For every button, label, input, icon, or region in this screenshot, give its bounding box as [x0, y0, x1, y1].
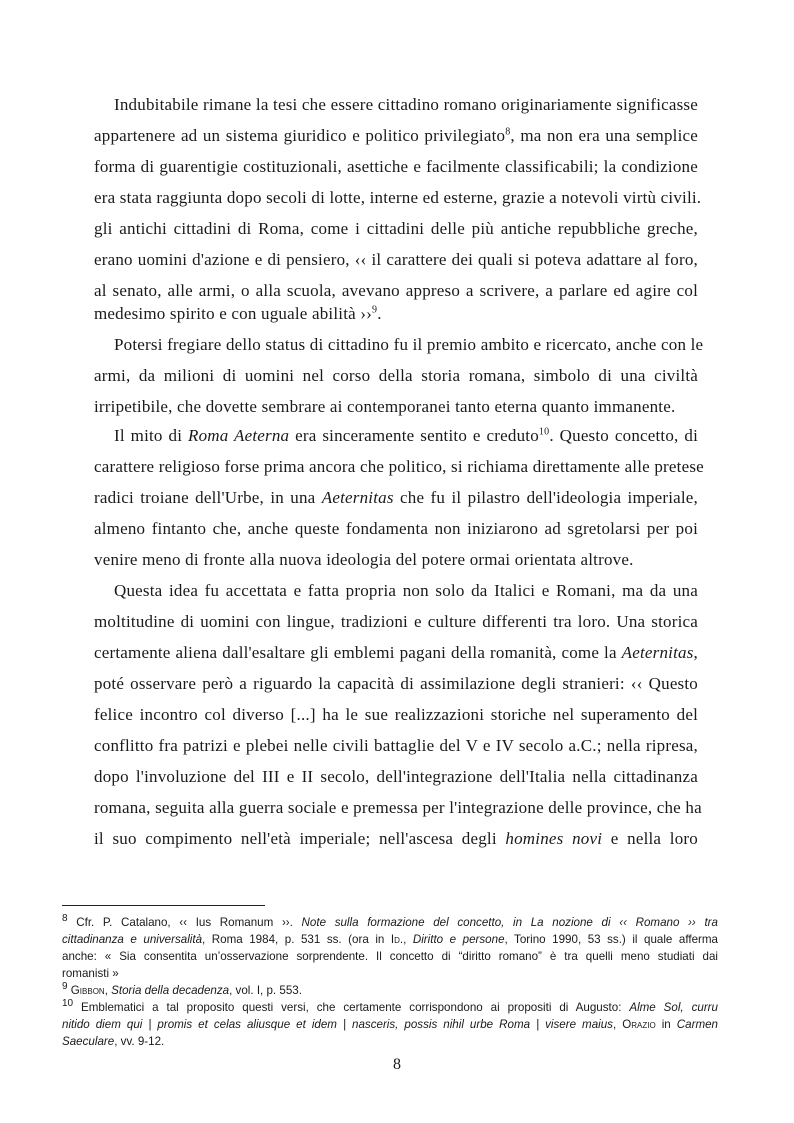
- italic-text: Saeculare: [62, 1035, 115, 1048]
- footnote-ref[interactable]: 8: [505, 126, 511, 138]
- text: ,: [104, 984, 112, 997]
- body-line: [94, 126, 698, 146]
- body-line: [94, 366, 698, 386]
- text: era stata raggiunta dopo secoli di lotte, interne ed esterne, grazie a notevoli virtù civili.: [94, 188, 702, 207]
- text: appartenere ad un sistema giuridico e politico privilegiato: [94, 126, 506, 145]
- body-line: [94, 519, 698, 539]
- italic-text: cittadinanza e universalità: [62, 933, 203, 946]
- italic-text: Aeternitas: [621, 643, 694, 662]
- page-number: 8: [393, 1056, 401, 1073]
- body-line: [94, 250, 698, 270]
- footnote-number: 9: [62, 981, 68, 993]
- text: armi, da milioni di uomini nel corso della storia romana, simbolo di una civiltà: [94, 366, 698, 385]
- text: , Roma 1984, p. 531 ss. (ora in: [202, 933, 391, 946]
- text: , Torino 1990, 53 ss.) il quale afferma: [504, 933, 718, 946]
- small-caps-text: Id: [390, 933, 400, 946]
- italic-text: Roma Aeterna: [188, 426, 290, 445]
- text: Emblematici a tal proposito questi versi, che certamente corrispondono ai propositi di Augusto:: [73, 1001, 630, 1014]
- text: che fu il pilastro dell'ideologia imperiale,: [393, 488, 698, 507]
- text: .: [377, 304, 382, 323]
- italic-text: Note sulla formazione del concetto, in La nozione di ‹‹ Romano ›› tra: [301, 916, 718, 929]
- italic-text: Alme Sol, curru: [629, 1001, 718, 1014]
- footnote-line: [62, 950, 718, 963]
- footnote-10: [62, 998, 718, 1014]
- text: medesimo spirito e con uguale abilità ››: [94, 304, 373, 323]
- text: . Questo concetto, di: [549, 426, 698, 445]
- footnote-number: 8: [62, 913, 68, 925]
- italic-text: Carmen: [676, 1018, 719, 1031]
- body-line: [94, 219, 698, 239]
- italic-text: Storia della decadenza: [111, 984, 230, 997]
- text: irripetibile, che dovette sembrare ai contemporanei tanto eterna quanto immanente.: [94, 397, 676, 416]
- text: almeno fintanto che, anche queste fondamenta non iniziarono ad sgretolarsi per poi: [94, 519, 698, 538]
- body-line: [94, 157, 698, 177]
- body-line: [94, 550, 634, 570]
- text: felice incontro col diverso [...] ha le sue realizzazioni storiche nel superamento del: [94, 705, 698, 724]
- text: certamente aliena dall'esaltare gli emblemi pagani della romanità, come la: [94, 643, 622, 662]
- footnote-8: [62, 913, 718, 929]
- footnote-line: [62, 933, 718, 946]
- footnote-line: [62, 1035, 718, 1048]
- body-line: [94, 643, 698, 663]
- text: conflitto fra patrizi e plebei nelle civili battaglie del V e IV secolo a.C.; nella ripresa,: [94, 736, 698, 755]
- text: anche: « Sia consentita un’osservazione sorprendente. Il concetto di “diritto romano” è tra quelli meno studiati dai: [62, 950, 718, 963]
- body-line: [94, 488, 698, 508]
- footnote-line: [62, 967, 718, 980]
- body-line: [94, 767, 698, 787]
- footnote-number: 10: [62, 998, 74, 1010]
- text: Indubitabile rimane la tesi che essere cittadino romano originariamente significasse: [114, 95, 698, 114]
- footnote-separator: [62, 905, 265, 906]
- text: ,: [693, 643, 698, 662]
- body-line: [114, 95, 698, 115]
- text: in: [655, 1018, 677, 1031]
- text: , vol. I, p. 553.: [229, 984, 302, 997]
- text: il suo compimento nell'età imperiale; nell'ascesa degli: [94, 829, 506, 848]
- text: gli antichi cittadini di Roma, come i cittadini delle più antiche repubbliche greche,: [94, 219, 698, 238]
- footnote-ref[interactable]: 9: [372, 304, 378, 316]
- text: , ma non era una semplice: [510, 126, 698, 145]
- text: Potersi fregiare dello status di cittadino fu il premio ambito e ricercato, anche con le: [114, 335, 704, 354]
- text: forma di guarentigie costituzionali, asettiche e facilmente classificabili; la condizione: [94, 157, 698, 176]
- body-line: [94, 736, 698, 756]
- text: .,: [399, 933, 413, 946]
- body-line: [94, 705, 698, 725]
- small-caps-text: Orazio: [622, 1018, 656, 1031]
- text: radici troiane dell'Urbe, in una: [94, 488, 322, 507]
- footnote-line: [62, 1018, 718, 1031]
- small-caps-text: Gibbon: [67, 984, 105, 997]
- italic-text: nitido diem qui | promis et celas aliusque et idem | nasceris, possis nihil urbe Roma | visere maius: [62, 1018, 613, 1031]
- text: dopo l'involuzione del III e II secolo, dell'integrazione dell'Italia nella cittadinanza: [94, 767, 698, 786]
- body-line: [94, 457, 704, 477]
- text: romana, seguita alla guerra sociale e premessa per l'integrazione delle province, che ha: [94, 798, 702, 817]
- body-line: [94, 188, 702, 208]
- text: carattere religioso forse prima ancora che politico, si richiama direttamente alle pretese: [94, 457, 704, 476]
- body-line: [114, 335, 704, 355]
- text: e nella loro: [602, 829, 698, 848]
- text: romanisti »: [62, 967, 119, 980]
- body-line: [94, 281, 698, 301]
- text: Questa idea fu accettata e fatta propria non solo da Italici e Romani, ma da una: [114, 581, 698, 600]
- body-line: [94, 397, 675, 417]
- body-line: [94, 674, 698, 694]
- body-line: [94, 829, 698, 849]
- text: venire meno di fronte alla nuova ideologia del potere ormai orientata altrove.: [94, 550, 634, 569]
- text: al senato, alle armi, o alla scuola, avevano appreso a scrivere, a parlare ed agire col: [94, 281, 698, 300]
- text: moltitudine di uomini con lingue, tradizioni e culture differenti tra loro. Una storica: [94, 612, 698, 631]
- footnote-ref[interactable]: 10: [538, 426, 550, 438]
- italic-text: Diritto e persone: [412, 933, 505, 946]
- footnote-9: [62, 981, 718, 997]
- body-line: [114, 426, 698, 446]
- text: poté osservare però a riguardo la capacità di assimilazione degli stranieri: ‹‹ Questo: [94, 674, 698, 693]
- body-line: [114, 581, 698, 601]
- italic-text: Aeternitas: [321, 488, 394, 507]
- text: erano uomini d'azione e di pensiero, ‹‹ il carattere dei quali si poteva adattare al foro,: [94, 250, 698, 269]
- text: Il mito di: [114, 426, 188, 445]
- italic-text: homines novi: [505, 829, 603, 848]
- text: era sinceramente sentito e creduto: [289, 426, 539, 445]
- body-line: [94, 612, 698, 632]
- text: Cfr. P. Catalano, ‹‹ Ius Romanum ››.: [67, 916, 302, 929]
- body-line: [94, 798, 702, 818]
- text: ,: [612, 1018, 623, 1031]
- body-line: [94, 304, 382, 324]
- text: , vv. 9-12.: [114, 1035, 165, 1048]
